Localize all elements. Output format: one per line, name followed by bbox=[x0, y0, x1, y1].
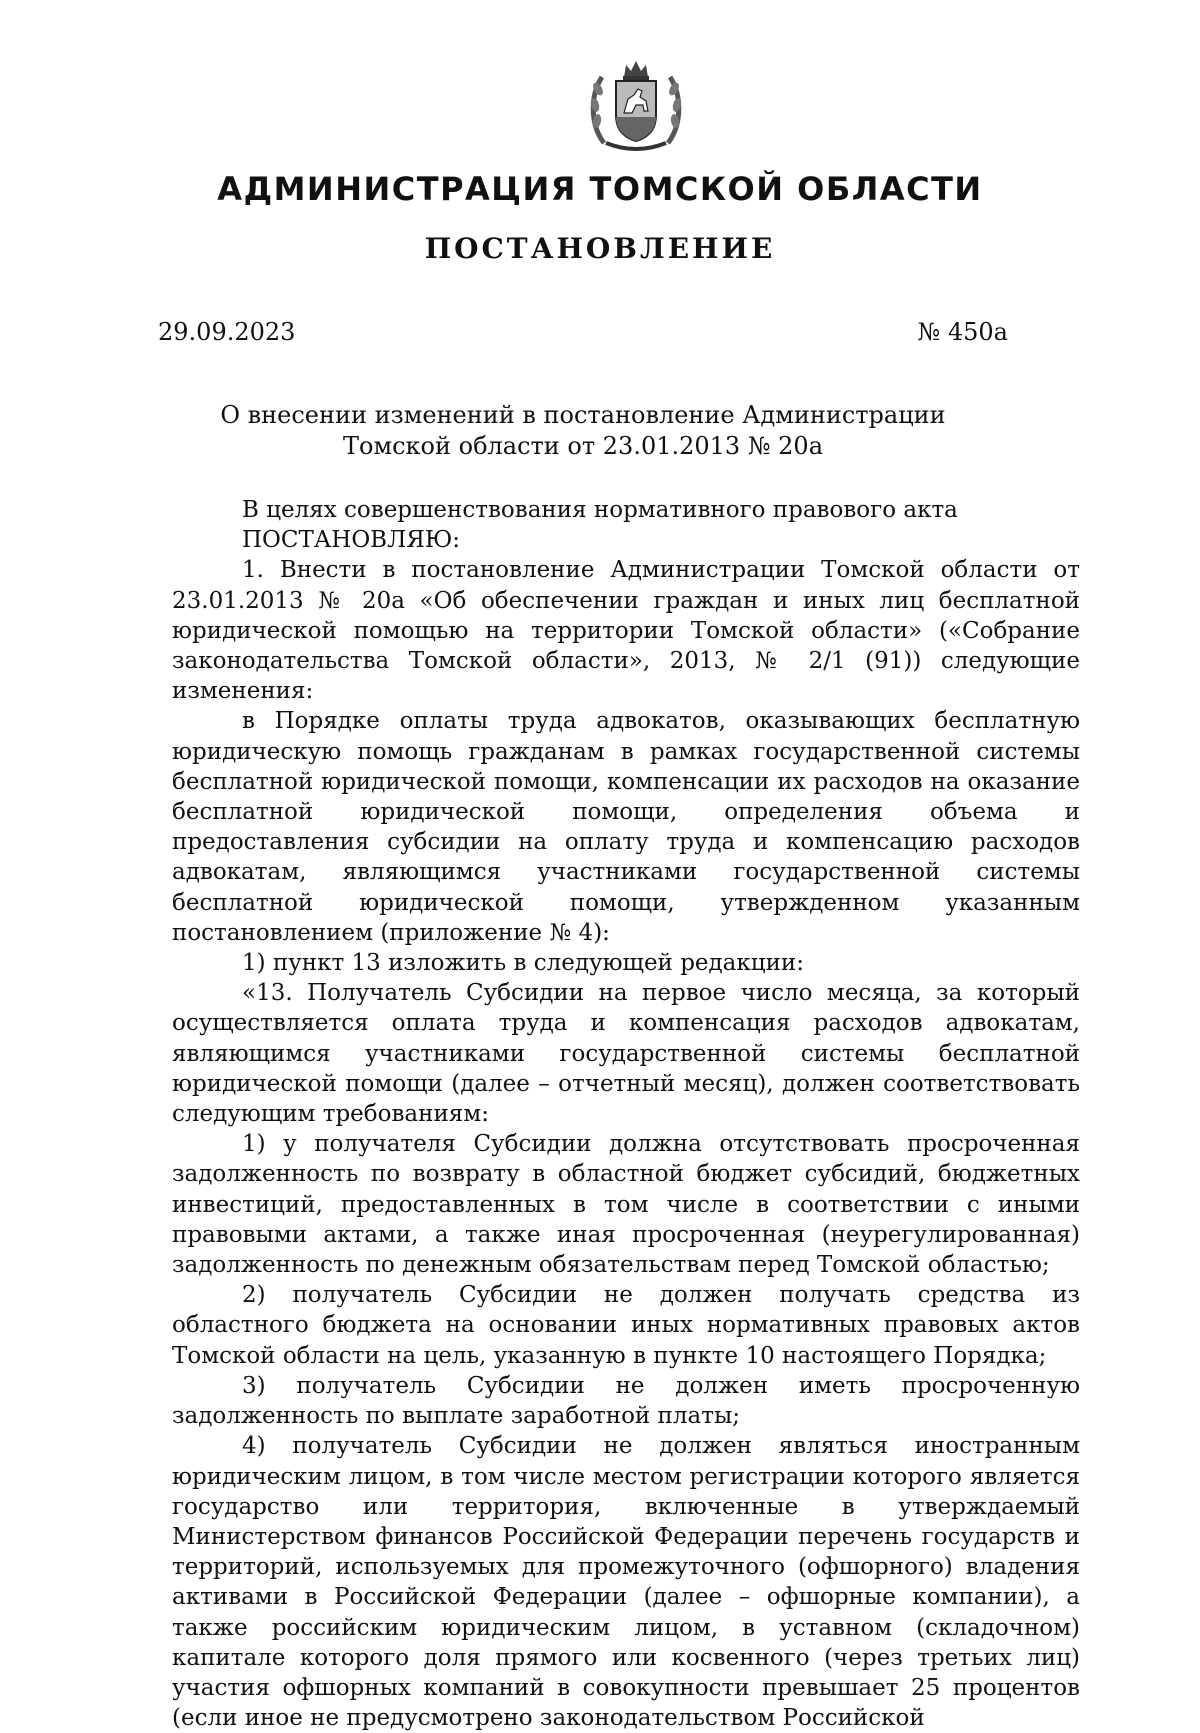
document-date: 29.09.2023 bbox=[158, 318, 296, 346]
preamble-paragraph: В целях совершенствования нормативного правового акта bbox=[242, 497, 958, 523]
body-paragraph: 1) пункт 13 изложить в следующей редакции: bbox=[242, 950, 804, 977]
body-paragraph: 1. Внести в постановление Администрации Томской области от 23.01.2013 № 20а «Об обеспечении граждан и иных лиц бесплатной юридической помощью на территории Томской области» («Собрание законодательства Томской области», 2013, № 2/1 (91)) следующие изменения: bbox=[172, 557, 1080, 705]
body-paragraph: в Порядке оплаты труда адвокатов, оказывающих бесплатную юридическую помощь гражданам в рамках государственной системы бесплатной юридической помощи, компенсации их расходов на оказание бесплатной юридической помощи, определения объема и предоставления субсидии на оплату труда и компенсацию расходов адвокатам, являющимся участниками государственной системы бесплатной юридической помощи, утвержденном указанным постановлением (приложение № 4): bbox=[172, 708, 1080, 946]
subject-line: О внесении изменений в постановление Администрации bbox=[220, 401, 946, 429]
document-subject bbox=[158, 400, 1008, 462]
body-paragraph: «13. Получатель Субсидии на первое число месяца, за который осуществляется оплата труда и компенсация расходов адвокатам, являющимся участниками государственной системы бесплатной юридической помощи (далее – отчетный месяц), должен соответствовать следующим требованиям: bbox=[172, 980, 1080, 1128]
document-body bbox=[172, 495, 1080, 1733]
body-paragraph: 4) получатель Субсидии не должен являться иностранным юридическим лицом, в том числе местом регистрации которого является государство или территория, включенные в утверждаемый Министерством финансов Российской Федерации перечень государств и территорий, используемых для промежуточного (офшорного) владения активами в Российской Федерации (далее – офшорные компании), а также российским юридическим лицом, в уставном (складочном) капитале которого доля прямого или косвенного (через третьих лиц) участия офшорных компаний в совокупности превышает 25 процентов (если иное не предусмотрено законодательством Российской bbox=[172, 1433, 1080, 1732]
organization-title: АДМИНИСТРАЦИЯ ТОМСКОЙ ОБЛАСТИ bbox=[217, 170, 983, 208]
resolution-keyword: ПОСТАНОВЛЯЮ: bbox=[242, 527, 461, 554]
body-paragraph: 3) получатель Субсидии не должен иметь просроченную задолженность по выплате заработной платы; bbox=[172, 1372, 1080, 1430]
subject-line: Томской области от 23.01.2013 № 20а bbox=[342, 432, 824, 460]
document-type: ПОСТАНОВЛЕНИЕ bbox=[424, 232, 776, 265]
body-paragraph: 2) получатель Субсидии не должен получать средства из областного бюджета на основании иных нормативных правовых актов Томской области на цель, указанную в пункте 10 настоящего Порядка; bbox=[172, 1282, 1080, 1369]
body-paragraph: 1) у получателя Субсидии должна отсутствовать просроченная задолженность по возврату в областной бюджет субсидий, бюджетных инвестиций, предоставленных в том числе в соответствии с иными правовыми актами, а также иная просроченная (неурегулированная) задолженность по денежным обязательствам перед Томской областью; bbox=[172, 1131, 1080, 1279]
document-number: № 450а bbox=[917, 318, 1008, 346]
tomsk-oblast-coat-of-arms-icon bbox=[586, 55, 686, 155]
